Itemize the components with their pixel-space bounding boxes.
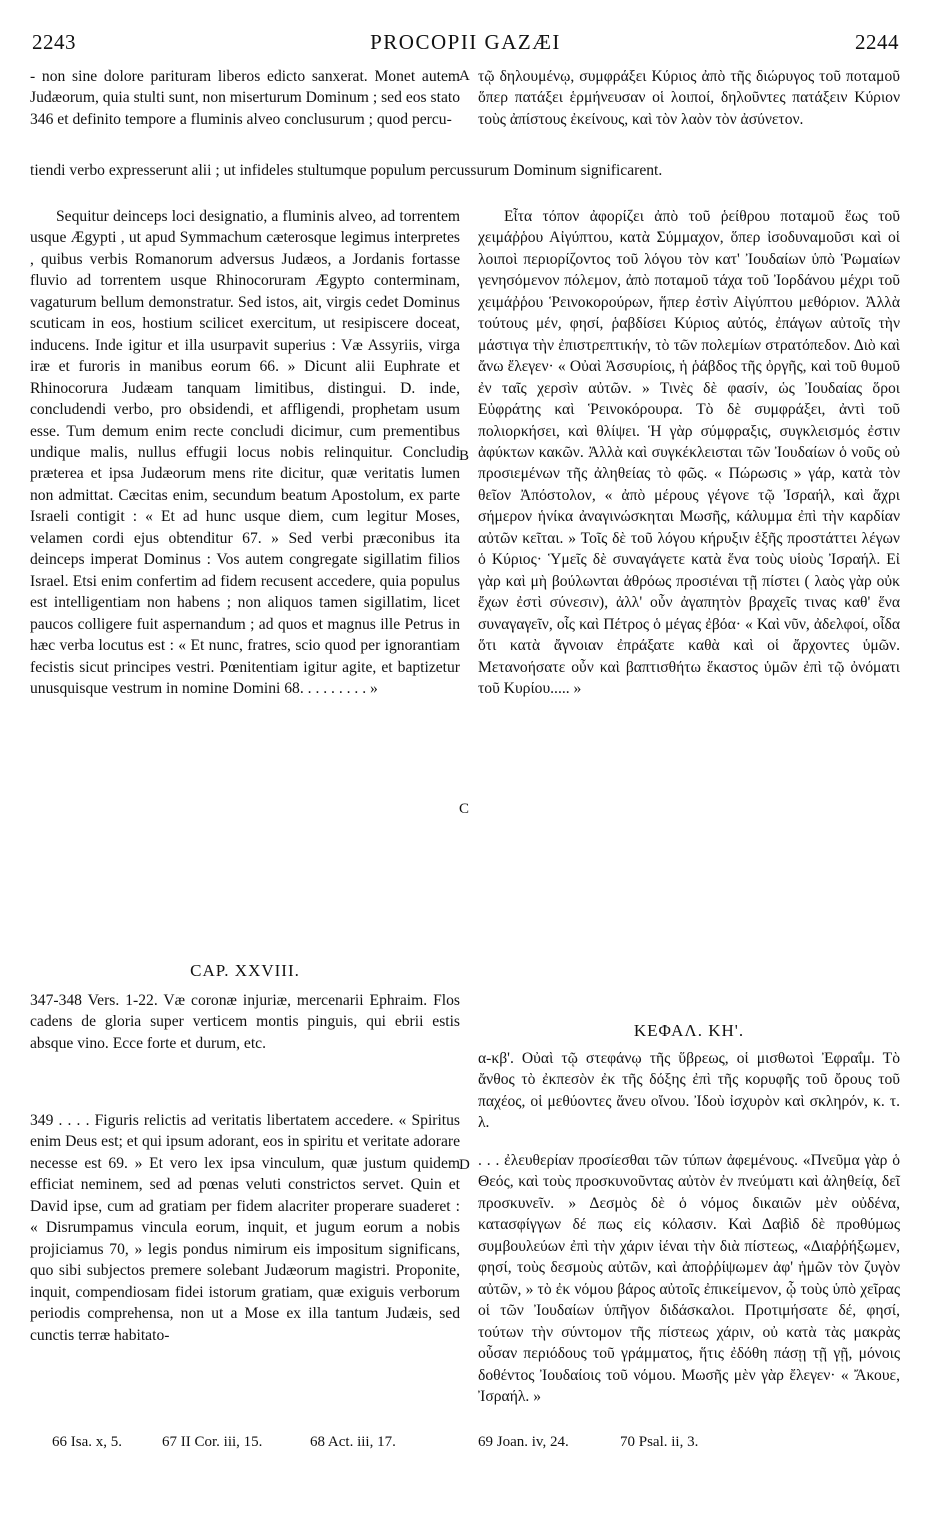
running-header (32, 30, 899, 60)
margin-marker-b: B (459, 448, 470, 464)
footnotes (0, 1434, 931, 1458)
margin-marker-c: C (459, 801, 470, 817)
latin-verse-summary: 347-348 Vers. 1-22. Væ coronæ injuriæ, mercenarii Ephraim. Flos cadens de gloria super verticem montis pinguis, qui ebrii estis absque vino. Ecce forte et durum, etc. (30, 992, 460, 1052)
margin-marker-d: D (459, 1157, 470, 1173)
running-title: PROCOPII GAZÆI (370, 30, 561, 54)
footnote-66: 66 Isa. x, 5. (52, 1434, 122, 1450)
greek-paragraph-3: . . . ἐλευθερίαν προσίεσθαι τῶν τύπων ἀφεμένους. «Πνεῦμα γὰρ ὁ Θεός, καὶ τοὺς προσκυνοῦντας αὐτὸν ἐν πνεύματι καὶ ἀληθείᾳ, δεῖ προσκυνεῖν. » Δεσμὸς δὲ ὁ νόμος δικαιῶν μὲν οὐδένα, κατασφίγγων δέ πως εἰς κόλασιν. Καὶ Δαβὶδ δὲ προθύμως συμβουλεύων ἐπὶ τὴν χάριν ἰέναι τὴν διὰ πίστεως, «Διαῤῥήξωμεν, φησί, τοὺς δεσμοὺς αὐτῶν, καὶ ἀποῤῥίψωμεν ἀφ' ἡμῶν τὸν ζυγὸν αὐτῶν, » τὸ ἐκ νόμου βάρος αὐτοῖς ἐπικείμενον, ᾧ τοὺς ὑπὸ χεῖρας οἱ τῶν Ἰουδαίων ὑπῆγον διδάσκαλοι. Προτιμήσατε δέ, φησί, τούτων τὴν σύντομον τῆς πίστεως χάριν, οὐ κατὰ τὰς μακρὰς οὖσαν περιόδους τοῦ γράμματος, ἥτις ἐδόθη πάσῃ τῇ γῇ, μόνοις δοθέντος Ἰουδαίοις τοῦ νόμου. Μωσῆς μὲν γὰρ ἔλεγεν· « Ἄκουε, Ἰσραήλ. » (478, 1152, 900, 1405)
right-page-number: 2244 (855, 30, 899, 54)
full-width-line: tiendi verbo expresserunt alii ; ut infideles stultumque populum percussurum Dominum significarent. (30, 162, 663, 179)
footnote-69: 69 Joan. iv, 24. (478, 1434, 569, 1450)
latin-paragraph-3: 349 . . . . Figuris relictis ad veritatis libertatem accedere. « Spiritus enim Deus est; et qui ipsum adorant, eos in spiritu et veritate adorare necesse est 69. » Et vero lex ipsa vinculum, quæ justum quidem efficiat neminem, sed ad pœnas veluti constrictos servet. Quin et David ipse, cum ad gratiam per fidem alacriter properare suaderet : « Disrumpamus vincula eorum, inquit, et jugum eorum a nobis projiciamus 70, » legis pondus nimirum eis impositum significans, quo sibi subjectos premere solebant Judæorum magistri. Proponite, inquit, compendiosam fidei istorum gratiam, quæ exiguis verborum periodis comprehensa, non ut a Mose ex illa tantum Judæis, sed cunctis terræ habitato- (30, 1112, 460, 1344)
margin-marker-a: A (459, 68, 470, 84)
footnote-70: 70 Psal. ii, 3. (620, 1434, 699, 1450)
footnote-68: 68 Act. iii, 17. (310, 1434, 396, 1450)
left-page-number: 2243 (32, 30, 76, 54)
footnote-67: 67 II Cor. iii, 15. (162, 1434, 263, 1450)
greek-verse-summary: α-κβ'. Οὐαὶ τῷ στεφάνῳ τῆς ὕβρεως, οἱ μισθωτοὶ Ἐφραΐμ. Τὸ ἄνθος τὸ ἐκπεσὸν ἐκ τῆς δόξης ἐπὶ τῆς κορυφῆς τοῦ ὄρους τοῦ παχέος, οἱ μεθύοντες ἄνευ οἴνου. Ἰδοὺ ἰσχυρὸν καὶ σκληρόν, κ. τ. λ. (478, 1050, 900, 1132)
greek-chapter-heading: ΚΕΦΑΛ. ΚΗ'. (633, 1021, 745, 1040)
greek-paragraph-2: Εἶτα τόπον ἀφορίζει ἀπὸ τοῦ ῥείθρου ποταμοῦ ἕως τοῦ χειμάῤῥου Αἰγύπτου, κατὰ Σύμμαχον, ὅπερ ἰσοδυναμοῦσι καὶ οἱ λοιποὶ περιορίζοντος τοῦ λόγου τὸν κατ' Ἰουδαίων ὑπὸ Ῥωμαίων γενησόμενον πόλεμον, ἀπὸ ποταμοῦ τάχα τοῦ Ἰορδάνου μέχρι τοῦ χειμάῤῥου Ῥεινοκορούρων, ἥπερ ἐστὶν Αἰγύπτου μεθόριον. Ἀλλὰ τούτους μέν, φησί, ῥαβδίσει Κύριος αὐτός, ἐπάγων αὐτοῖς τὴν μάστιγα τὴν ἐπιστρεπτικήν, τὸ τῶν πολεμίων στρατόπεδον. Διὸ καὶ ἄνω ἔλεγεν· « Οὐαὶ Ἀσσυρίοις, ἡ ῥάβδος τῆς ὀργῆς, καὶ τοῦ θυμοῦ ἐν ταῖς χερσὶν αὐτῶν. » Τινὲς δὲ φασίν, ὡς Ἰουδαίας ὅροι Εὐφράτης καὶ Ῥεινοκόρουρα. Τὸ δὲ συμφράξει, ἀντὶ τοῦ πολιορκήσει, καὶ θλίψει. Ἡ γὰρ σύμφραξις, συγκλεισμός ἐστιν ἀφύκτων κακῶν. Ἀλλὰ καὶ συγκέκλεισται τῶν Ἰουδαίων ὁ νοῦς οὐ προσιεμένων τῆς ἀληθείας τὸ φῶς. « Πώρωσις » γάρ, κατὰ τὸν θεῖον Ἀπόστολον, « ἀπὸ μέρους γέγονε τῷ Ἰσραήλ, καὶ ἄχρι σήμερον ἡνίκα ἀναγινώσκηται Μωσῆς, κάλυμμα ἐπὶ τὴν καρδίαν αὐτῶν κεῖται. » Τοῖς δὲ τοῦ λόγου κήρυξιν ἑξῆς προστάττει λέγων ὁ Κύριος· Ὑμεῖς δὲ συναγάγετε κατὰ ἕνα τοὺς υἱοὺς Ἰσραήλ. Εἰ γὰρ καὶ μὴ βούλωνται ἀθρόως προσιέναι τῇ πίστει ( λαὸς γὰρ οὐκ ἔχων ἐστὶ σύνεσιν), ἀλλ' οὖν ἀγαπητὸν βραχεῖς τινας καθ' ἕνα συναγαγεῖν, οἷς καὶ Πέτρος ὁ μέγας ἐβόα· « Καὶ νῦν, ἀδελφοί, οἶδα ὅτι κατὰ ἄγνοιαν ἐπράξατε καθὰ καὶ οἱ ἄρχοντες ὑμῶν. Μετανοήσατε οὖν καὶ βαπτισθήτω ἕκαστος ὑμῶν ἐπὶ τῷ ὀνόματι τοῦ Κυρίου..... » (478, 208, 900, 697)
latin-paragraph-2: Sequitur deinceps loci designatio, a fluminis alveo, ad torrentem usque Ægypti , ut apud Symmachum cæterosque legimus interpretes , quibus verbis Romanorum adversus Judæos, a Jordanis fortasse fluvio ad torrentem usque Rhinocoruram Ægypto conterminam, vagaturum bellum demonstratur. Sed istos, ait, virgis cedet Dominus scuticam in eos, hostium scilicet exercitum, ut resipiscere doceat, inducens. Inde igitur et illa usurpavit superius : Væ Assyriis, virga iræ et furoris in manibus eorum 66. » Dicunt alii Euphrate et Rhinocorura Judæam tanquam limitibus, distingui. D. inde, concludendi verbo, pro obsidendi, et affligendi, prophetam usum esse. Tum demum enim recte concludi dicimur, cum prementibus undique malis, nullus effugii locus nobis relinquitur. Concludi præterea et ipsa Judæorum mens rite dicitur, quæ veritatis lumen non admittat. Cæcitas enim, secundum beatum Apostolum, ex parte Israeli contigit : « Et ad hunc usque diem, cum legitur Moses, velamen cordi ejus obtenditur 67. » Sed verbi præconibus ita deinceps imperat Dominus : Vos autem congregate sigillatim filios Israel. Etsi enim confertim ad fidem recusent accedere, quia populus est intelligentiam non habens ; non aliquos tamen sigillatim, licet paucos colligere fuit aspernandum ; ad quos et magnus ille Petrus in hæc verba locutus est : « Et nunc, fratres, scio quod per ignorantiam fecistis sicut principes vestri. Pœnitentiam igitur agite, et baptizetur unusquisque vestrum in nomine Domini 68. . . . . . . . . » (30, 208, 460, 697)
greek-paragraph-1: τῷ δηλουμένῳ, συμφράξει Κύριος ἀπὸ τῆς διώρυγος τοῦ ποταμοῦ ὅπερ πατάξει ἑρμήνευσαν οἱ λοιποί, δηλοῦντες πατάξειν Κύριον τοὺς ἀπίστους ἐκείνους, καὶ τὸν λαὸν τὸν ἀσύνετον. (478, 68, 900, 128)
latin-chapter-heading: CAP. XXVIII. (190, 961, 300, 980)
latin-paragraph-1: - non sine dolore parituram liberos edicto sanxerat. Monet autem Judæorum, quia stulti sunt, non miserturum Dominum ; sed eos stato 346 et definito tempore a fluminis alveo conclusurum ; quod percu- (30, 68, 460, 128)
